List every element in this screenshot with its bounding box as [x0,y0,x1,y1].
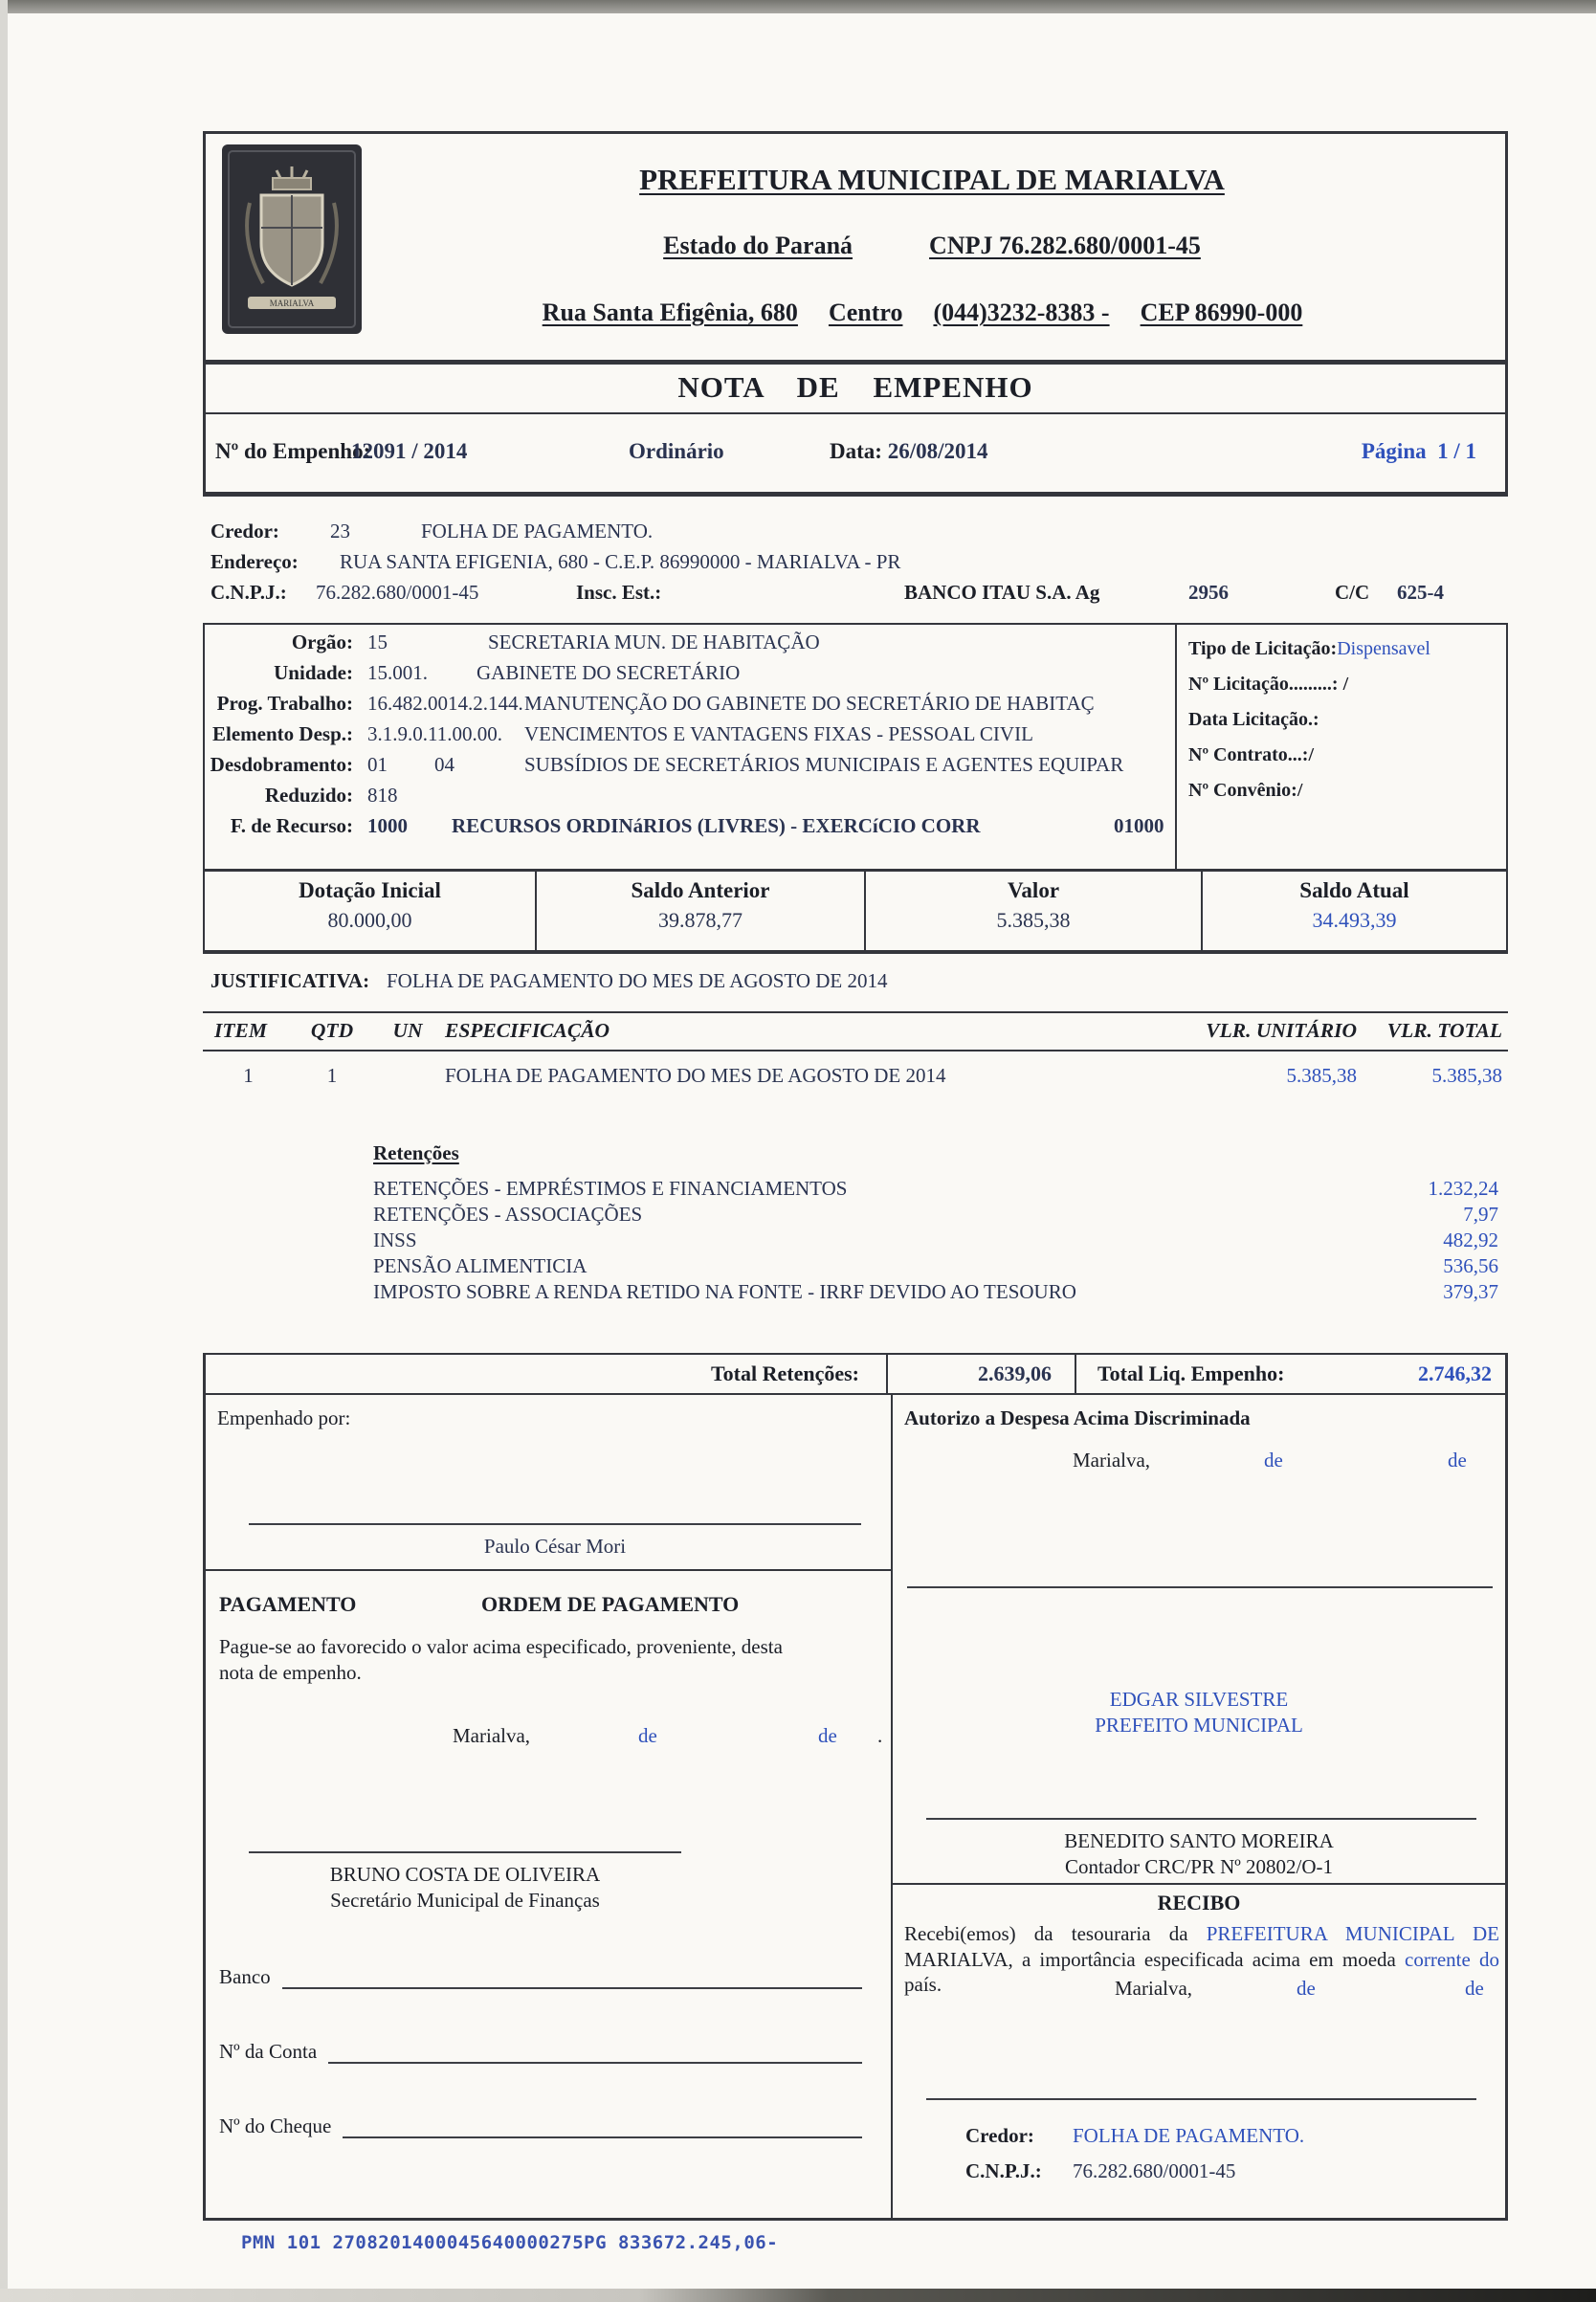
empenho-number: 12091 / 2014 [351,439,468,463]
dotacao-section [203,623,1508,872]
saldo-header: Saldo Atual [1299,878,1409,902]
retencao-value: 536,56 [1443,1254,1498,1277]
dotacao-row-unidade [205,661,1177,690]
de-label: de [1264,1449,1283,1472]
unidade-desc: GABINETE DO SECRETÁRIO [477,661,741,684]
saldos-table [203,872,1508,954]
col-header-qtd: QTD [310,1019,354,1042]
pague-se-text: Pague-se ao favorecido o valor acima especificado, proveniente, desta nota de empenho. [219,1635,783,1684]
banco-field [219,1965,862,1989]
saldo-value: 39.878,77 [658,908,743,932]
credor-row [203,520,1508,546]
item-number: 1 [243,1064,254,1087]
recibo-text-part: corrente do [1405,1947,1499,1971]
prefeito-nome: EDGAR SILVESTRE [1109,1688,1289,1711]
empenhado-por-label: Empenhado por: [217,1406,351,1429]
credor-label: Credor: [211,520,279,542]
cheque-fill-line [343,2117,862,2138]
signature-line [907,1586,1493,1588]
item-vlr-total: 5.385,38 [1431,1064,1502,1087]
retencao-label: PENSÃO ALIMENTICIA [373,1254,587,1277]
prefeito-cargo: PREFEITO MUNICIPAL [1095,1714,1303,1737]
desdobramento-code2: 04 [434,753,454,776]
date-fill-line [893,1977,1505,2003]
fonte-recurso-label: F. de Recurso: [230,814,353,837]
saldo-header: Saldo Anterior [631,878,770,902]
col-header-item: ITEM [214,1019,267,1042]
tipo-licitacao-row [1188,638,1495,660]
recibo-text-part: país. [904,1973,942,1996]
dotacao-row-reduzido [205,784,1177,812]
org-name: PREFEITURA MUNICIPAL DE MARIALVA [639,163,1225,196]
total-retencoes-label: Total Retenções: [206,1355,888,1393]
org-state: Estado do Paraná [663,232,853,259]
desdobramento-label: Desdobramento: [210,753,353,776]
orgao-code: 15 [367,631,388,653]
elemento-desp-desc: VENCIMENTOS E VANTAGENS FIXAS - PESSOAL CIVIL [524,722,1033,745]
recibo-credor-label: Credor: [965,2124,1034,2147]
svg-text:MARIALVA: MARIALVA [269,299,315,308]
retencao-row [203,1280,1508,1306]
retencao-label: INSS [373,1228,417,1251]
fonte-recurso-desc: RECURSOS ORDINáRIOS (LIVRES) - EXERCíCIO CORR [452,814,981,837]
licitacao-section [1175,625,1506,869]
cnpj-value: 76.282.680/0001-45 [316,581,479,604]
scan-edge-left [0,0,8,2302]
saldo-col-valor [866,872,1203,950]
desdobramento-desc: SUBSÍDIOS DE SECRETÁRIOS MUNICIPAIS E AGENTES EQUIPAR [524,753,1124,776]
total-liquido-value: 2.746,32 [1418,1361,1492,1385]
justificativa-section [203,954,1508,1013]
date-fill-line [206,1724,891,1751]
cheque-field [219,2114,862,2138]
date-fill-line [893,1449,1505,1475]
empenho-number-label: Nº do Empenho: [215,439,371,463]
cc-label: C/C [1335,581,1370,604]
saldo-header: Valor [1007,878,1060,902]
signature-right-column [891,1395,1505,2218]
page-number: 1 / 1 [1437,439,1476,463]
credor-name: FOLHA DE PAGAMENTO. [421,520,654,542]
totais-row [203,1353,1508,1395]
insc-est-label: Insc. Est.: [576,581,662,604]
item-vlr-unitario: 5.385,38 [1286,1064,1357,1087]
tipo-licitacao-label: Tipo de Licitação: [1188,638,1338,659]
dotacao-row-elemento-desp [205,722,1177,751]
scan-edge-top [0,0,1596,13]
saldo-value: 80.000,00 [327,908,412,932]
recibo-credor-value: FOLHA DE PAGAMENTO. [1073,2124,1305,2147]
retencoes-section [203,1141,1508,1306]
doc-title-bar [203,363,1508,414]
signature-line [249,1851,681,1853]
recibo-cnpj-label: C.N.P.J.: [965,2159,1042,2182]
contador-cargo: Contador CRC/PR Nº 20802/O-1 [1064,1855,1334,1878]
num-licitacao-row: Nº Licitação.........: / [1188,674,1349,695]
item-un [370,1064,445,1088]
retencao-label: RETENÇÕES - ASSOCIAÇÕES [373,1203,643,1226]
orgao-label: Orgão: [291,631,353,653]
de-label: de [818,1724,837,1747]
col-header-vlr-total: VLR. TOTAL [1386,1019,1502,1042]
col-header-vlr-unitario: VLR. UNITÁRIO [1206,1019,1357,1042]
fonte-recurso-code: 1000 [367,814,408,837]
retencao-row [203,1254,1508,1280]
ordem-pagamento-label: ORDEM DE PAGAMENTO [481,1592,740,1616]
dotacao-row-prog-trabalho [205,692,1177,720]
org-address-line [349,299,1496,327]
saldo-value: 5.385,38 [996,908,1071,932]
signature-line [249,1523,861,1525]
unidade-code: 15.001. [367,661,428,684]
reduzido-label: Reduzido: [264,784,353,807]
empenho-date-label: Data: [830,439,882,463]
org-phone: (044)3232-8383 - [933,299,1110,326]
credor-code: 23 [330,520,350,542]
dotacao-row-fonte-recurso [205,814,1177,843]
page-label: Página [1361,439,1427,463]
num-contrato-row: Nº Contrato...:/ [1188,744,1315,765]
de-label: de [638,1724,657,1747]
org-cnpj: CNPJ 76.282.680/0001-45 [929,232,1201,259]
retencao-label: RETENÇÕES - EMPRÉSTIMOS E FINANCIAMENTOS [373,1177,848,1200]
recibo-cnpj-value: 76.282.680/0001-45 [1073,2159,1236,2182]
data-licitacao-row: Data Licitação.: [1188,709,1319,730]
signature-line [926,1818,1476,1820]
retencao-row [203,1203,1508,1228]
prog-trabalho-code: 16.482.0014.2.144. [367,692,523,715]
secretario-cargo: Secretário Municipal de Finanças [330,1889,600,1912]
org-state-line [368,232,1496,260]
document [203,131,1508,2302]
scan-edge-bottom [0,2289,1596,2302]
cnpj-row [203,581,1508,608]
recibo-title: RECIBO [1157,1891,1241,1915]
banco-fill-line [282,1968,862,1989]
dotacao-row-orgao [205,631,1177,659]
agencia-number: 2956 [1188,581,1229,604]
item-qtd: 1 [326,1064,338,1087]
empenho-date: 26/08/2014 [887,439,988,463]
endereco-label: Endereço: [211,550,299,573]
recibo-credor-row [893,2124,1505,2151]
tipo-licitacao-value: Dispensavel [1337,638,1430,659]
secretario-nome: BRUNO COSTA DE OLIVEIRA [329,1863,601,1886]
dot-matrix-footer-code: PMN 101 2708201400045640000275PG 833672.245,06- [241,2232,779,2253]
saldo-col-saldo-atual [1203,872,1506,950]
cidade-label: Marialva, [1073,1449,1151,1472]
org-cep: CEP 86990-000 [1140,299,1303,326]
empenho-type: Ordinário [629,439,724,463]
retencao-value: 379,37 [1443,1280,1498,1303]
conta-field [219,2040,862,2064]
itens-table-header [203,1013,1508,1051]
section-divider [206,1569,891,1571]
cc-number: 625-4 [1397,581,1444,604]
org-district: Centro [828,299,903,326]
coat-of-arms-graphic [221,144,363,335]
de-label: de [1465,1977,1484,2000]
justificativa-label: JUSTIFICATIVA: [211,969,370,992]
doc-title: NOTA DE EMPENHO [677,370,1033,404]
recibo-divider [893,1883,1505,1885]
retencao-row [203,1228,1508,1254]
unidade-label: Unidade: [274,661,353,684]
item-especificacao: FOLHA DE PAGAMENTO DO MES DE AGOSTO DE 2014 [445,1064,946,1087]
signatures-area [203,1395,1508,2221]
fonte-recurso-extra: 01000 [1114,814,1164,837]
banco-name: BANCO ITAU S.A. Ag [904,581,1100,604]
credor-section [203,497,1508,623]
num-convenio-row: Nº Convênio:/ [1188,780,1303,801]
retencao-value: 1.232,24 [1428,1177,1498,1200]
contador-nome: BENEDITO SANTO MOREIRA [1064,1829,1334,1852]
endereco-value: RUA SANTA EFIGENIA, 680 - C.E.P. 86990000 - MARIALVA - PR [340,550,901,573]
total-liquido-label: Total Liq. Empenho: [1097,1361,1285,1385]
orgao-desc: SECRETARIA MUN. DE HABITAÇÃO [488,631,820,653]
pagamento-label: PAGAMENTO [219,1592,357,1616]
dotacao-row-desdobramento [205,753,1177,782]
saldo-value: 34.493,39 [1312,908,1397,932]
empenho-date-group [830,439,987,464]
autorizo-label: Autorizo a Despesa Acima Discriminada [904,1406,1251,1429]
cheque-label: Nº do Cheque [219,2114,332,2137]
period-mark: . [877,1724,883,1747]
empenho-header-row [203,414,1508,497]
org-address: Rua Santa Efigênia, 680 [542,299,798,326]
de-label: de [1448,1449,1467,1472]
item-row [203,1064,1508,1088]
municipal-coat-of-arms [221,144,363,335]
cidade-label: Marialva, [453,1724,531,1747]
conta-label: Nº da Conta [219,2040,318,2063]
signature-line [926,2098,1476,2100]
retencao-value: 7,97 [1463,1203,1498,1226]
cidade-label: Marialva, [1115,1977,1193,2000]
endereco-row [203,550,1508,577]
total-retencoes-value: 2.639,06 [888,1355,1076,1393]
retencao-label: IMPOSTO SOBRE A RENDA RETIDO NA FONTE - IRRF DEVIDO AO TESOURO [373,1280,1076,1303]
recibo-cnpj-row [893,2159,1505,2186]
de-label: de [1297,1977,1316,2000]
col-header-especificacao: ESPECIFICAÇÃO [445,1019,610,1042]
dotacao-rows [205,625,1177,869]
recibo-text-part: Recebi(emos) da tesouraria da [904,1922,1207,1945]
col-header-un: UN [392,1019,423,1042]
conta-fill-line [328,2043,862,2064]
reduzido-code: 818 [367,784,398,807]
saldo-col-saldo-anterior [537,872,866,950]
cnpj-label: C.N.P.J.: [211,581,287,604]
saldo-header: Dotação Inicial [299,878,441,902]
banco-label: Banco [219,1965,271,1988]
elemento-desp-label: Elemento Desp.: [212,722,353,745]
justificativa-text: FOLHA DE PAGAMENTO DO MES DE AGOSTO DE 2014 [387,969,888,992]
retencao-row [203,1177,1508,1203]
elemento-desp-code: 3.1.9.0.11.00.00. [367,722,502,745]
page-indicator [1362,439,1476,464]
recibo-text-part: MARIALVA, a importância especificada acima em moeda [904,1947,1406,1971]
empenhado-por-nome: Paulo César Mori [483,1535,627,1558]
document-header [203,131,1508,363]
desdobramento-code: 01 [367,753,388,776]
signature-left-column [206,1395,891,2218]
prog-trabalho-label: Prog. Trabalho: [216,692,353,715]
org-name-line [368,163,1496,197]
retencoes-title: Retenções [373,1141,459,1164]
total-liquido-cell [1076,1361,1505,1386]
retencao-value: 482,92 [1443,1228,1498,1251]
saldo-col-dotacao-inicial [205,872,537,950]
prog-trabalho-desc: MANUTENÇÃO DO GABINETE DO SECRETÁRIO DE HABITAÇ [524,692,1095,715]
recibo-text-part: PREFEITURA MUNICIPAL DE [1206,1922,1499,1945]
